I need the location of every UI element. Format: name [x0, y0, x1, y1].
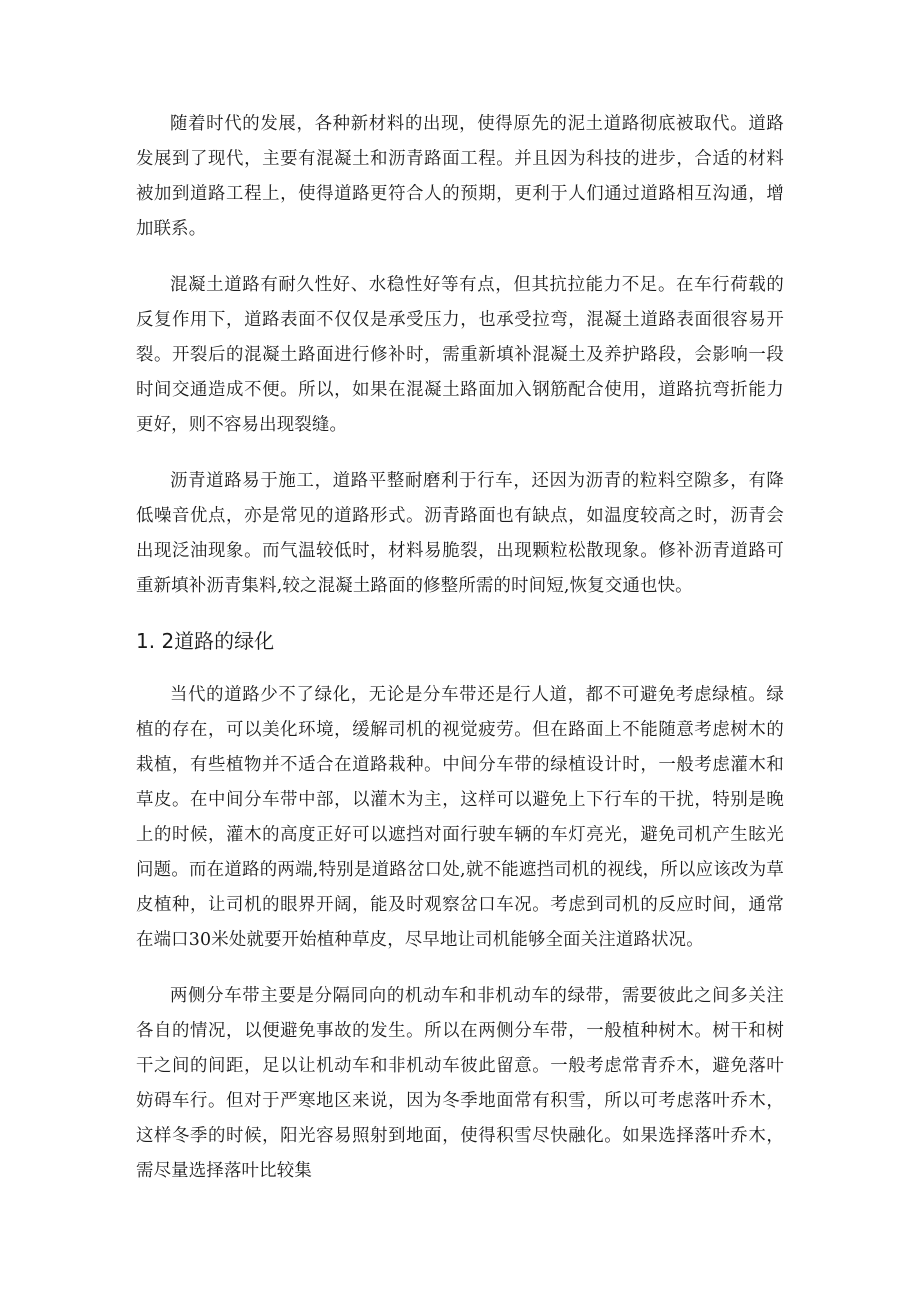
section-heading-road-greening: 1. 2道路的绿化	[136, 629, 275, 653]
document-body	[136, 107, 784, 1210]
paragraph-road-evolution: 随着时代的发展，各种新材料的出现，使得原先的泥土道路彻底被取代。道路发展到了现代，主要有混凝土和沥青路面工程。并且因为科技的进步，合适的材料被加到道路工程上，使得道路更符合人的预期，更利于人们通过道路相互沟通，增加联系。	[136, 114, 784, 239]
paragraph-side-strip-greening: 两侧分车带主要是分隔同向的机动车和非机动车的绿带，需要彼此之间多关注各自的情况，以便避免事故的发生。所以在两侧分车带，一般植种树木。树干和树干之间的间距，足以让机动车和非机动车彼此留意。一般考虑常青乔木，避免落叶妨碍车行。但对于严寒地区来说，因为冬季地面常有积雪，所以可考虑落叶乔木，这样冬季的时候，阳光容易照射到地面，使得积雪尽快融化。如果选择落叶乔木，需尽量选择落叶比较集	[136, 986, 784, 1181]
paragraph-concrete-road: 混凝土道路有耐久性好、水稳性好等有点，但其抗拉能力不足。在车行荷载的反复作用下，道路表面不仅仅是承受压力，也承受拉弯，混凝土道路表面很容易开裂。开裂后的混凝土路面进行修补时，需重新填补混凝土及养护路段，会影响一段时间交通造成不便。所以，如果在混凝土路面加入钢筋配合使用，道路抗弯折能力更好，则不容易出现裂缝。	[136, 275, 784, 435]
paragraph-asphalt-road: 沥青道路易于施工，道路平整耐磨利于行车，还因为沥青的粒料空隙多，有降低噪音优点，亦是常见的道路形式。沥青路面也有缺点，如温度较高之时，沥青会出现泛油现象。而气温较低时，材料易脆裂，出现颗粒松散现象。修补沥青道路可重新填补沥青集料,较之混凝土路面的修整所需的时间短,恢复交通也快。	[136, 471, 784, 596]
paragraph-median-greening: 当代的道路少不了绿化，无论是分车带还是行人道，都不可避免考虑绿植。绿植的存在，可以美化环境，缓解司机的视觉疲劳。但在路面上不能随意考虑树木的栽植，有些植物并不适合在道路栽种。中间分车带的绿植设计时，一般考虑灌木和草皮。在中间分车带中部，以灌木为主，这样可以避免上下行车的干扰，特别是晚上的时候，灌木的高度正好可以遮挡对面行驶车辆的车灯亮光，避免司机产生眩光问题。而在道路的两端,特别是道路岔口处,就不能遮挡司机的视线，所以应该改为草皮植种，让司机的眼界开阔，能及时观察岔口车况。考虑到司机的反应时间，通常在端口30米处就要开始植种草皮，尽早地让司机能够全面关注道路状况。	[136, 685, 784, 950]
